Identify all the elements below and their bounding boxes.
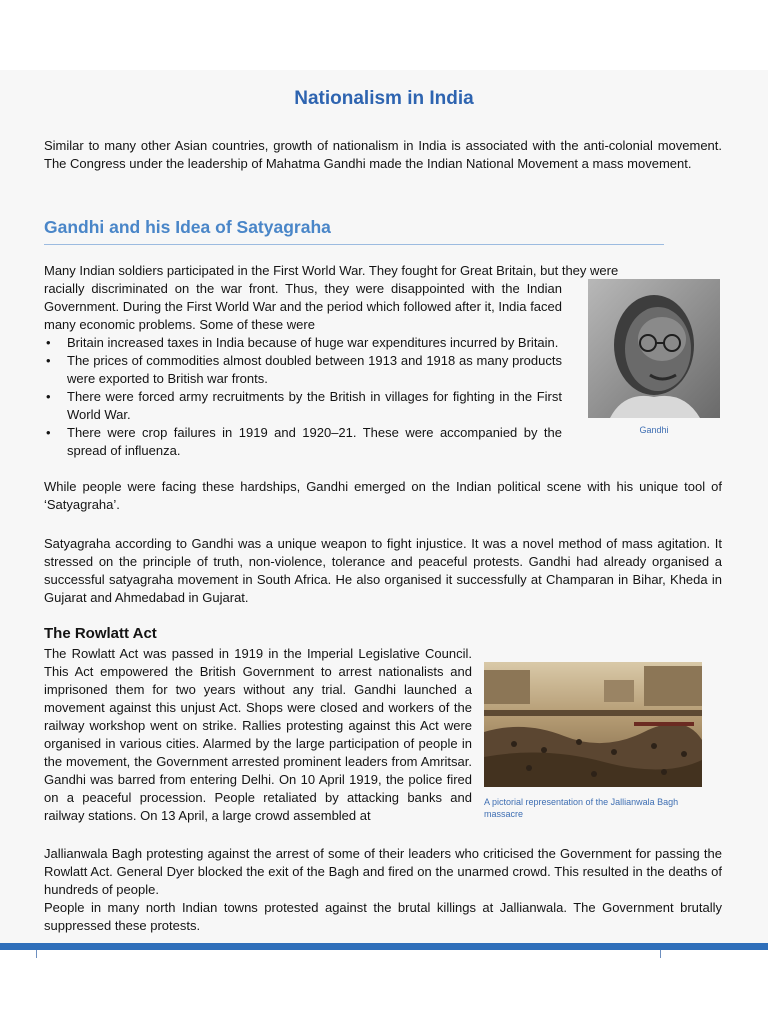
bullet-icon: • <box>46 389 51 404</box>
list-item <box>44 424 562 460</box>
footer-bar <box>0 943 768 950</box>
satyagraha-para2: While people were facing these hardships, Gandhi emerged on the Indian political scene with his unique tool of ‘Satyagraha’. <box>44 479 722 512</box>
satyagraha-para1-body: racially discriminated on the war front. Thus, they were disappointed with the Indian Government. During the First World War and the period which followed after it, India faced many economic problems. Some of these were <box>44 281 562 332</box>
rowlatt-para2: People in many north Indian towns protested against the brutal killings at Jallianwala. The Government brutally suppressed these protests. <box>44 900 722 933</box>
footer-divider <box>36 950 37 958</box>
page-title: Nationalism in India <box>294 88 474 109</box>
rowlatt-para1-end: Jallianwala Bagh protesting against the arrest of some of their leaders who criticised the Government for passing the Rowlatt Act. General Dyer blocked the exit of the Bagh and fired on the unarmed crowd. This resulted in the deaths of hundreds of people. <box>44 846 722 897</box>
bullet-icon: • <box>46 335 51 350</box>
gandhi-image-caption: Gandhi <box>639 425 669 435</box>
section-heading-satyagraha: Gandhi and his Idea of Satyagraha <box>44 217 664 245</box>
intro-paragraph: Similar to many other Asian countries, growth of nationalism in India is associated with the anti-colonial movement. The Congress under the leadership of Mahatma Gandhi made the Indian National Movement a mass movement. <box>44 138 722 171</box>
list-item <box>44 388 562 424</box>
gandhi-portrait-illustration <box>588 279 720 418</box>
list-item <box>44 352 562 388</box>
jallianwala-image-caption: A pictorial representation of the Jallianwala Bagh massacre <box>484 797 679 819</box>
section-heading-rowlatt-act: The Rowlatt Act <box>44 625 157 642</box>
satyagraha-para3: Satyagraha according to Gandhi was a unique weapon to fight injustice. It was a novel method of mass agitation. It stressed on the principle of truth, non-violence, tolerance and peaceful protests. Gandhi had already organised a successful satyagraha movement in South Africa. He also organised it successfully at Champaran in Bihar, Kheda in Gujarat and Ahmedabad in Gujarat. <box>44 536 722 605</box>
list-item <box>44 334 562 352</box>
hardships-list <box>44 334 562 460</box>
list-item-text: The prices of commodities almost doubled between 1913 and 1918 as many products were exported to British war fronts. <box>67 353 562 386</box>
satyagraha-para1-line1: Many Indian soldiers participated in the First World War. They fought for Great Britain, but they were <box>44 263 619 278</box>
rowlatt-para1-body: The Rowlatt Act was passed in 1919 in the Imperial Legislative Council. This Act empowered the British Government to arrest nationalists and imprisoned them for two years without any trial. Gandhi launched a movement against this unjust Act. Shops were closed and workers of the railway workshop went on strike. Rallies protesting against this Act were organised in various cities. Alarmed by the large participation of people in the movement, the Government arrested prominent leaders from Amritsar. Gandhi was barred from entering Delhi. On 10 April 1919, the police fired on a peaceful procession. People retaliated by attacking banks and railway stations. On 13 April, a large crowd assembled at <box>44 646 472 823</box>
bullet-icon: • <box>46 425 51 440</box>
jallianwala-massacre-image <box>484 662 702 787</box>
jallianwala-massacre-illustration <box>484 662 702 787</box>
bullet-icon: • <box>46 353 51 368</box>
list-item-text: There were forced army recruitments by the British in villages for fighting in the First World War. <box>67 389 562 422</box>
list-item-text: There were crop failures in 1919 and 1920–21. These were accompanied by the spread of influenza. <box>67 425 562 458</box>
footer-divider <box>660 950 661 958</box>
gandhi-portrait-image <box>588 279 720 418</box>
list-item-text: Britain increased taxes in India because of huge war expenditures incurred by Britain. <box>67 335 559 350</box>
